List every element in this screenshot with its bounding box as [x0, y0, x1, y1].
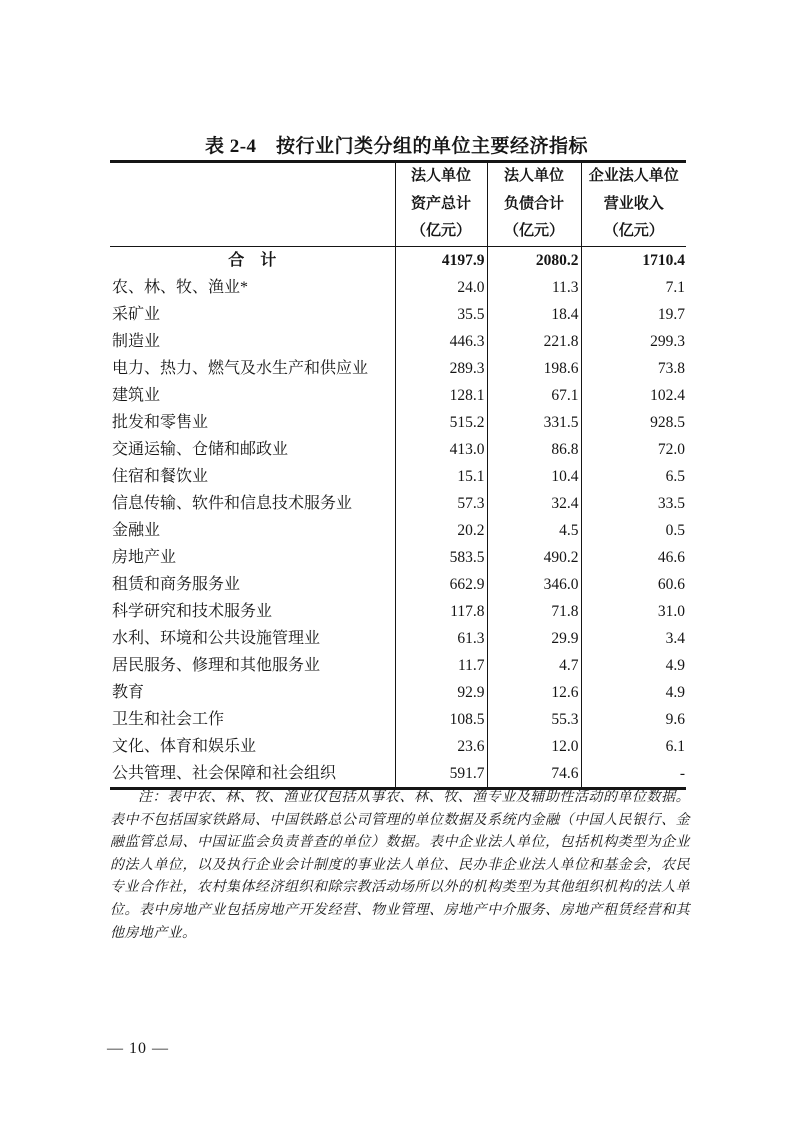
revenue-value: 4.9	[581, 652, 686, 679]
revenue-value: 0.5	[581, 517, 686, 544]
revenue-value: 9.6	[581, 706, 686, 733]
liabilities-value: 10.4	[487, 463, 581, 490]
revenue-value: 33.5	[581, 490, 686, 517]
header-line: 负债合计	[503, 195, 564, 212]
assets-value: 583.5	[395, 544, 487, 571]
header-line: （亿元）	[603, 223, 664, 239]
assets-value: 413.0	[395, 436, 487, 463]
table-row	[110, 463, 686, 490]
revenue-value: 19.7	[581, 301, 686, 328]
industry-label: 科学研究和技术服务业	[112, 602, 273, 620]
revenue-value: 31.0	[581, 598, 686, 625]
table-row	[110, 517, 686, 544]
column-header-blank	[110, 162, 395, 247]
assets-value: 662.9	[395, 571, 487, 598]
table-note: 注：表中农、林、牧、渔业仅包括从事农、林、牧、渔专业及辅助性活动的单位数据。表中不包括国家铁路局、中国铁路总公司管理的单位数据及系统内金融（中国人民银行、金融监管总局、中国证监会负责普查的单位）数据。表中企业法人单位，包括机构类型为企业的法人单位，以及执行企业会计制度的事业法人单位、民办非企业法人单位和基金会，农民专业合作社，农村集体经济组织和除宗教活动场所以外的机构类型为其他组织机构的法人单位。表中房地产业包括房地产开发经营、物业管理、房地产中介服务、房地产租赁经营和其他房地产业。	[110, 790, 690, 941]
liabilities-value: 11.3	[487, 274, 581, 301]
header-line: 法人单位	[410, 168, 471, 184]
liabilities-value: 74.6	[487, 760, 581, 789]
industry-label: 电力、热力、燃气及水生产和供应业	[112, 359, 369, 377]
assets-value: 591.7	[395, 760, 487, 789]
revenue-value: 72.0	[581, 436, 686, 463]
table-row	[110, 382, 686, 409]
liabilities-value: 221.8	[487, 328, 581, 355]
table-row	[110, 733, 686, 760]
table-row	[110, 679, 686, 706]
liabilities-value: 346.0	[487, 571, 581, 598]
header-line: （亿元）	[410, 223, 471, 239]
industry-label: 交通运输、仓储和邮政业	[112, 440, 289, 458]
industry-label: 水利、环境和公共设施管理业	[112, 629, 321, 647]
table-row	[110, 409, 686, 436]
header-line: 法人单位	[503, 168, 564, 184]
liabilities-value: 29.9	[487, 625, 581, 652]
revenue-value: 6.5	[581, 463, 686, 490]
industry-label: 批发和零售业	[112, 413, 209, 431]
revenue-value: 46.6	[581, 544, 686, 571]
industry-label: 居民服务、修理和其他服务业	[112, 656, 321, 674]
table-row	[110, 544, 686, 571]
industry-label: 建筑业	[112, 386, 161, 404]
table-row	[110, 355, 686, 382]
industry-label: 信息传输、软件和信息技术服务业	[112, 494, 353, 512]
table-row	[110, 274, 686, 301]
assets-value: 23.6	[395, 733, 487, 760]
liabilities-value: 18.4	[487, 301, 581, 328]
table-row	[110, 652, 686, 679]
stat-table	[110, 160, 686, 790]
assets-value: 128.1	[395, 382, 487, 409]
liabilities-value: 67.1	[487, 382, 581, 409]
liabilities-value: 71.8	[487, 598, 581, 625]
revenue-value: 60.6	[581, 571, 686, 598]
column-header-revenue	[581, 162, 686, 247]
assets-value: 4197.9	[395, 246, 487, 274]
page-number: — 10 —	[107, 1040, 169, 1057]
column-header-assets	[395, 162, 487, 247]
revenue-value: 3.4	[581, 625, 686, 652]
assets-value: 515.2	[395, 409, 487, 436]
revenue-value: 6.1	[581, 733, 686, 760]
header-line: 资产总计	[410, 195, 471, 212]
liabilities-value: 4.5	[487, 517, 581, 544]
industry-label: 住宿和餐饮业	[112, 467, 209, 485]
revenue-value: 102.4	[581, 382, 686, 409]
industry-label: 采矿业	[112, 305, 161, 323]
assets-value: 108.5	[395, 706, 487, 733]
table-header-row	[110, 162, 686, 247]
table-row	[110, 436, 686, 463]
liabilities-value: 12.6	[487, 679, 581, 706]
column-header-liabilities	[487, 162, 581, 247]
table-row	[110, 246, 686, 274]
table-row	[110, 301, 686, 328]
assets-value: 92.9	[395, 679, 487, 706]
industry-label: 卫生和社会工作	[112, 710, 225, 728]
assets-value: 289.3	[395, 355, 487, 382]
table-row	[110, 490, 686, 517]
header-line: （亿元）	[503, 223, 564, 239]
assets-value: 11.7	[395, 652, 487, 679]
industry-label: 租赁和商务服务业	[112, 575, 241, 593]
revenue-value: 4.9	[581, 679, 686, 706]
industry-label: 制造业	[112, 332, 161, 350]
revenue-value: 7.1	[581, 274, 686, 301]
liabilities-value: 12.0	[487, 733, 581, 760]
assets-value: 20.2	[395, 517, 487, 544]
industry-label: 教育	[112, 683, 145, 701]
revenue-value: 299.3	[581, 328, 686, 355]
assets-value: 24.0	[395, 274, 487, 301]
industry-label: 金融业	[112, 521, 161, 539]
revenue-value: 73.8	[581, 355, 686, 382]
header-line: 营业收入	[603, 195, 664, 212]
table-body	[110, 246, 686, 788]
industry-label: 文化、体育和娱乐业	[112, 737, 257, 755]
table-row	[110, 760, 686, 789]
header-line: 企业法人单位	[588, 168, 679, 184]
industry-label: 公共管理、社会保障和社会组织	[112, 764, 337, 782]
revenue-value: 1710.4	[581, 246, 686, 274]
revenue-value: 928.5	[581, 409, 686, 436]
table-row	[110, 598, 686, 625]
assets-value: 57.3	[395, 490, 487, 517]
liabilities-value: 331.5	[487, 409, 581, 436]
liabilities-value: 198.6	[487, 355, 581, 382]
liabilities-value: 2080.2	[487, 246, 581, 274]
revenue-value: -	[581, 760, 686, 789]
economic-indicators-table	[110, 160, 686, 790]
table-row	[110, 706, 686, 733]
liabilities-value: 55.3	[487, 706, 581, 733]
table-row	[110, 328, 686, 355]
assets-value: 35.5	[395, 301, 487, 328]
page-title: 表 2-4 按行业门类分组的单位主要经济指标	[204, 136, 589, 157]
table-row	[110, 571, 686, 598]
industry-label: 房地产业	[112, 548, 177, 566]
liabilities-value: 32.4	[487, 490, 581, 517]
assets-value: 446.3	[395, 328, 487, 355]
assets-value: 61.3	[395, 625, 487, 652]
industry-label: 农、林、牧、渔业*	[112, 278, 249, 296]
table-row	[110, 625, 686, 652]
liabilities-value: 4.7	[487, 652, 581, 679]
liabilities-value: 490.2	[487, 544, 581, 571]
assets-value: 117.8	[395, 598, 487, 625]
liabilities-value: 86.8	[487, 436, 581, 463]
industry-label: 合 计	[228, 251, 277, 269]
assets-value: 15.1	[395, 463, 487, 490]
